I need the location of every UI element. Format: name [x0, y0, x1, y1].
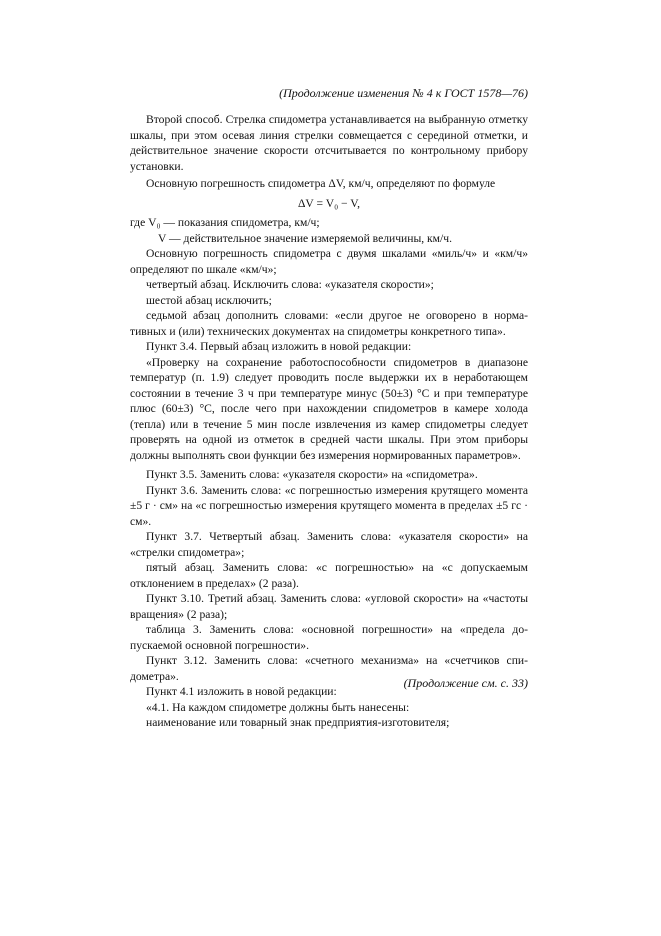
formula-where-v0: где V₀ — показания спидометра, км/ч; — [130, 216, 320, 229]
paragraph-item-4-1-text: «4.1. На каждом спидометре должны быть нанесены: — [146, 700, 410, 714]
formula-where-v: V — действительное значение измеряемой величины, км/ч. — [158, 231, 452, 245]
paragraph-seventh-abzac: седьмой абзац дополнить словами: «если другое не оговорено в нормативных и (или) технических документах на спидометры конкретного типа». — [130, 309, 528, 338]
continuation-header: (Продолжение изменения № 4 к ГОСТ 1578—76) — [279, 86, 528, 100]
paragraph-manufacturer: наименование или товарный знак предприятия-изготовителя; — [146, 716, 450, 729]
paragraph-item-3-6: Пункт 3.6. Заменить слова: «с погрешностью измерения крутящего момента ±5 г · см» на «с погрешностью измерения крутящего момента в пределах ±5 гс · см». — [130, 483, 528, 528]
formula-delta-v: ΔV = V₀ − V, — [297, 196, 361, 210]
paragraph-sixth-abzac: шестой абзац исключить; — [146, 293, 272, 307]
paragraph-item-3-4: Пункт 3.4. Первый абзац изложить в новой редакции: — [146, 340, 412, 353]
document-body — [130, 112, 528, 731]
paragraph-fifth-abzac: пятый абзац. Заменить слова: «с погрешностью» на «с допускаемым отклонением в пределах» (2 раза). — [130, 561, 528, 590]
paragraph-table-3: таблица 3. Заменить слова: «основной погрешности» на «предела допускаемой основной погрешности». — [130, 623, 528, 652]
paragraph-item-3-4-text: «Проверку на сохранение работоспособности спидометров в диапазоне температур (п. 1.9) следует проводить после выдержки их в неработающем состоянии в течение 3 ч при температуре минус (50±3) °С и при температуре плюс (60±3) °С, после чего при нахождении спидометров в камере холода (тепла) или в течение 5 мин после извлечения из камер спидометры следует проверять на одной из отметок в средней части шкалы. При этом приборы должны выполнять свои функции без измерения нормированных параметров». — [130, 355, 528, 462]
continuation-footer: (Продолжение см. с. 33) — [403, 676, 528, 690]
paragraph-fourth-abzac: четвертый абзац. Исключить слова: «указателя скорости»; — [146, 278, 434, 291]
paragraph-two-scales: Основную погрешность спидометра с двумя шкалами «миль/ч» и «км/ч» определяют по шкале «км/ч»; — [130, 247, 528, 276]
paragraph-item-3-12: Пункт 3.12. Заменить слова: «счетного механизма» на «счетчиков спидометра». — [130, 654, 528, 683]
paragraph-second-method: Второй способ. Стрелка спидометра устанавливается на выбранную отметку шкалы, при этом осевая линия стрелки совмещается с серединой отметки, и действительное значение скорости отсчитывается по контрольному прибору установки. — [130, 113, 528, 173]
paragraph-item-4-1: Пункт 4.1 изложить в новой редакции: — [146, 685, 337, 698]
paragraph-item-3-10: Пункт 3.10. Третий абзац. Заменить слова: «угловой скорости» на «частоты вращения» (2 раза); — [130, 592, 528, 621]
paragraph-item-3-7: Пункт 3.7. Четвертый абзац. Заменить слова: «указателя скорости» на «стрелки спидометра»; — [130, 530, 528, 559]
paragraph-basic-error: Основную погрешность спидометра ΔV, км/ч, определяют по формуле — [146, 177, 496, 190]
paragraph-item-3-5: Пункт 3.5. Заменить слова: «указателя скорости» на «спидометра». — [146, 468, 478, 481]
